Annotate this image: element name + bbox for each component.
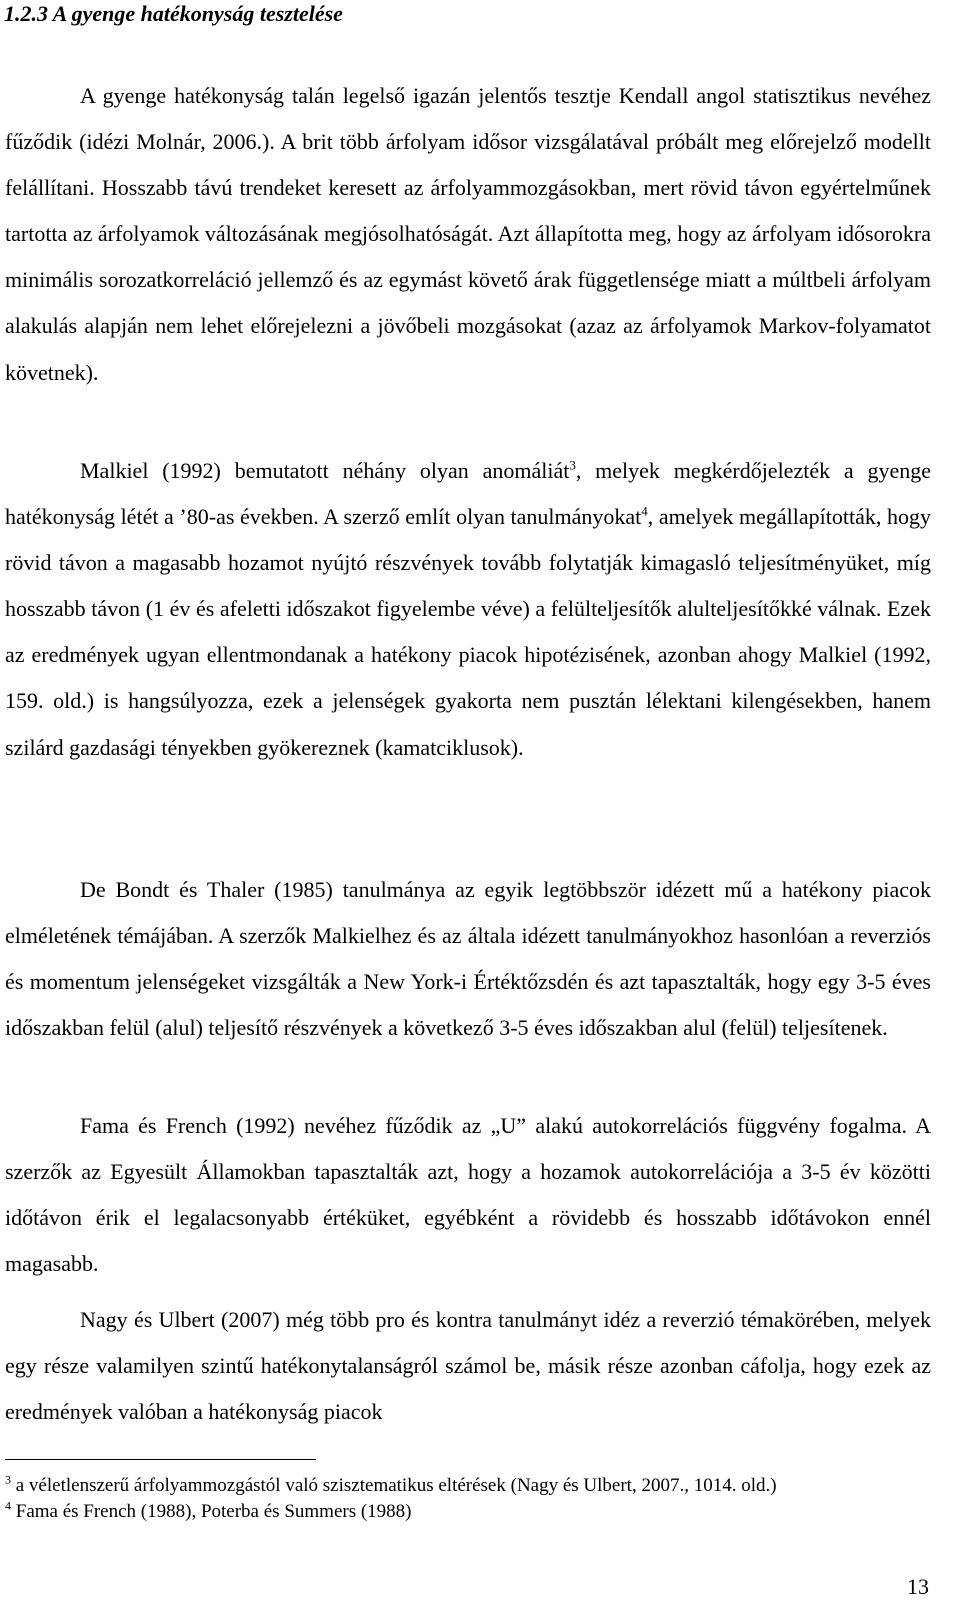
paragraph-5: Nagy és Ulbert (2007) még több pro és kontra tanulmányt idéz a reverzió témakörében, melyek egy része valamilyen szintű hatékonytalanságról számol be, másik része azonban cáfolja, hogy ezek az eredmények valóban a hatékonyság piacok [5, 1307, 931, 1425]
page-number: 13 [907, 1574, 929, 1599]
section-heading: 1.2.3 A gyenge hatékonyság tesztelése [4, 1, 343, 26]
paragraph-2-part-c: , amelyek megállapították, hogy rövid távon a magasabb hozamot nyújtó részvények tovább folytatják kimagasló teljesítményüket, míg hosszabb távon (1 év és afeletti időszakot figyelembe véve) a felülteljesítők alulteljesítőkké válnak. Ezek az eredmények ugyan ellentmondanak a hatékony piacok hipotézisének, azonban ahogy Malkiel (1992, 159. old.) is hangsúlyozza, ezek a jelenségek gyakorta nem pusztán lélektani kilengésekben, hanem szilárd gazdasági tényekben gyökereznek (kamatciklusok). [5, 504, 931, 760]
paragraph-3: De Bondt és Thaler (1985) tanulmánya az egyik legtöbbször idézett mű a hatékony piacok elméletének témájában. A szerzők Malkielhez és az általa idézett tanulmányokhoz hasonlóan a reverziós és momentum jelenségeket vizsgálták a New York-i Értéktőzsdén és azt tapasztalták, hogy egy 3-5 éves időszakban felül (alul) teljesítő részvények a következő 3-5 éves időszakban alul (felül) teljesítenek. [5, 877, 931, 1041]
footnote-text: Fama és French (1988), Poterba és Summers (1988) [11, 1501, 412, 1522]
footnote-ref-4[interactable]: 4 [641, 503, 648, 519]
footnote-separator [5, 1459, 316, 1460]
footnote-ref-3[interactable]: 3 [569, 457, 576, 473]
footnote-4 [5, 1500, 412, 1524]
footnote-3 [5, 1474, 777, 1498]
paragraph-2 [5, 448, 931, 771]
footnote-mark: 4 [5, 1498, 11, 1513]
paragraph-2-part-b: , melyek megkérdőjelezték a gyenge hatékonyság létét a ’80-as években. A szerző említ olyan tanulmányokat [5, 458, 931, 530]
footnote-text: a véletlenszerű árfolyammozgástól való szisztematikus eltérések (Nagy és Ulbert, 2007., 1014. old.) [11, 1475, 777, 1496]
footnote-mark: 3 [5, 1472, 11, 1487]
paragraph-1: A gyenge hatékonyság talán legelső igazán jelentős tesztje Kendall angol statisztikus nevéhez fűződik (idézi Molnár, 2006.). A brit több árfolyam idősor vizsgálatával próbált meg előrejelző modellt felállítani. Hosszabb távú trendeket keresett az árfolyammozgásokban, mert rövid távon egyértelműnek tartotta az árfolyamok változásának megjósolhatóságát. Azt állapította meg, hogy az árfolyam idősorokra minimális sorozatkorreláció jellemző és az egymást követő árak függetlensége miatt a múltbeli árfolyam alakulás alapján nem lehet előrejelezni a jövőbeli mozgásokat (azaz az árfolyamok Markov-folyamatot követnek). [5, 83, 931, 385]
paragraph-4: Fama és French (1992) nevéhez fűződik az „U” alakú autokorrelációs függvény fogalma. A szerzők az Egyesült Államokban tapasztalták azt, hogy a hozamok autokorrelációja a 3-5 év közötti időtávon érik el legalacsonyabb értéküket, egyébként a rövidebb és hosszabb időtávokon ennél magasabb. [5, 1113, 931, 1277]
paragraph-2-part-a: Malkiel (1992) bemutatott néhány olyan anomáliát [80, 458, 570, 483]
